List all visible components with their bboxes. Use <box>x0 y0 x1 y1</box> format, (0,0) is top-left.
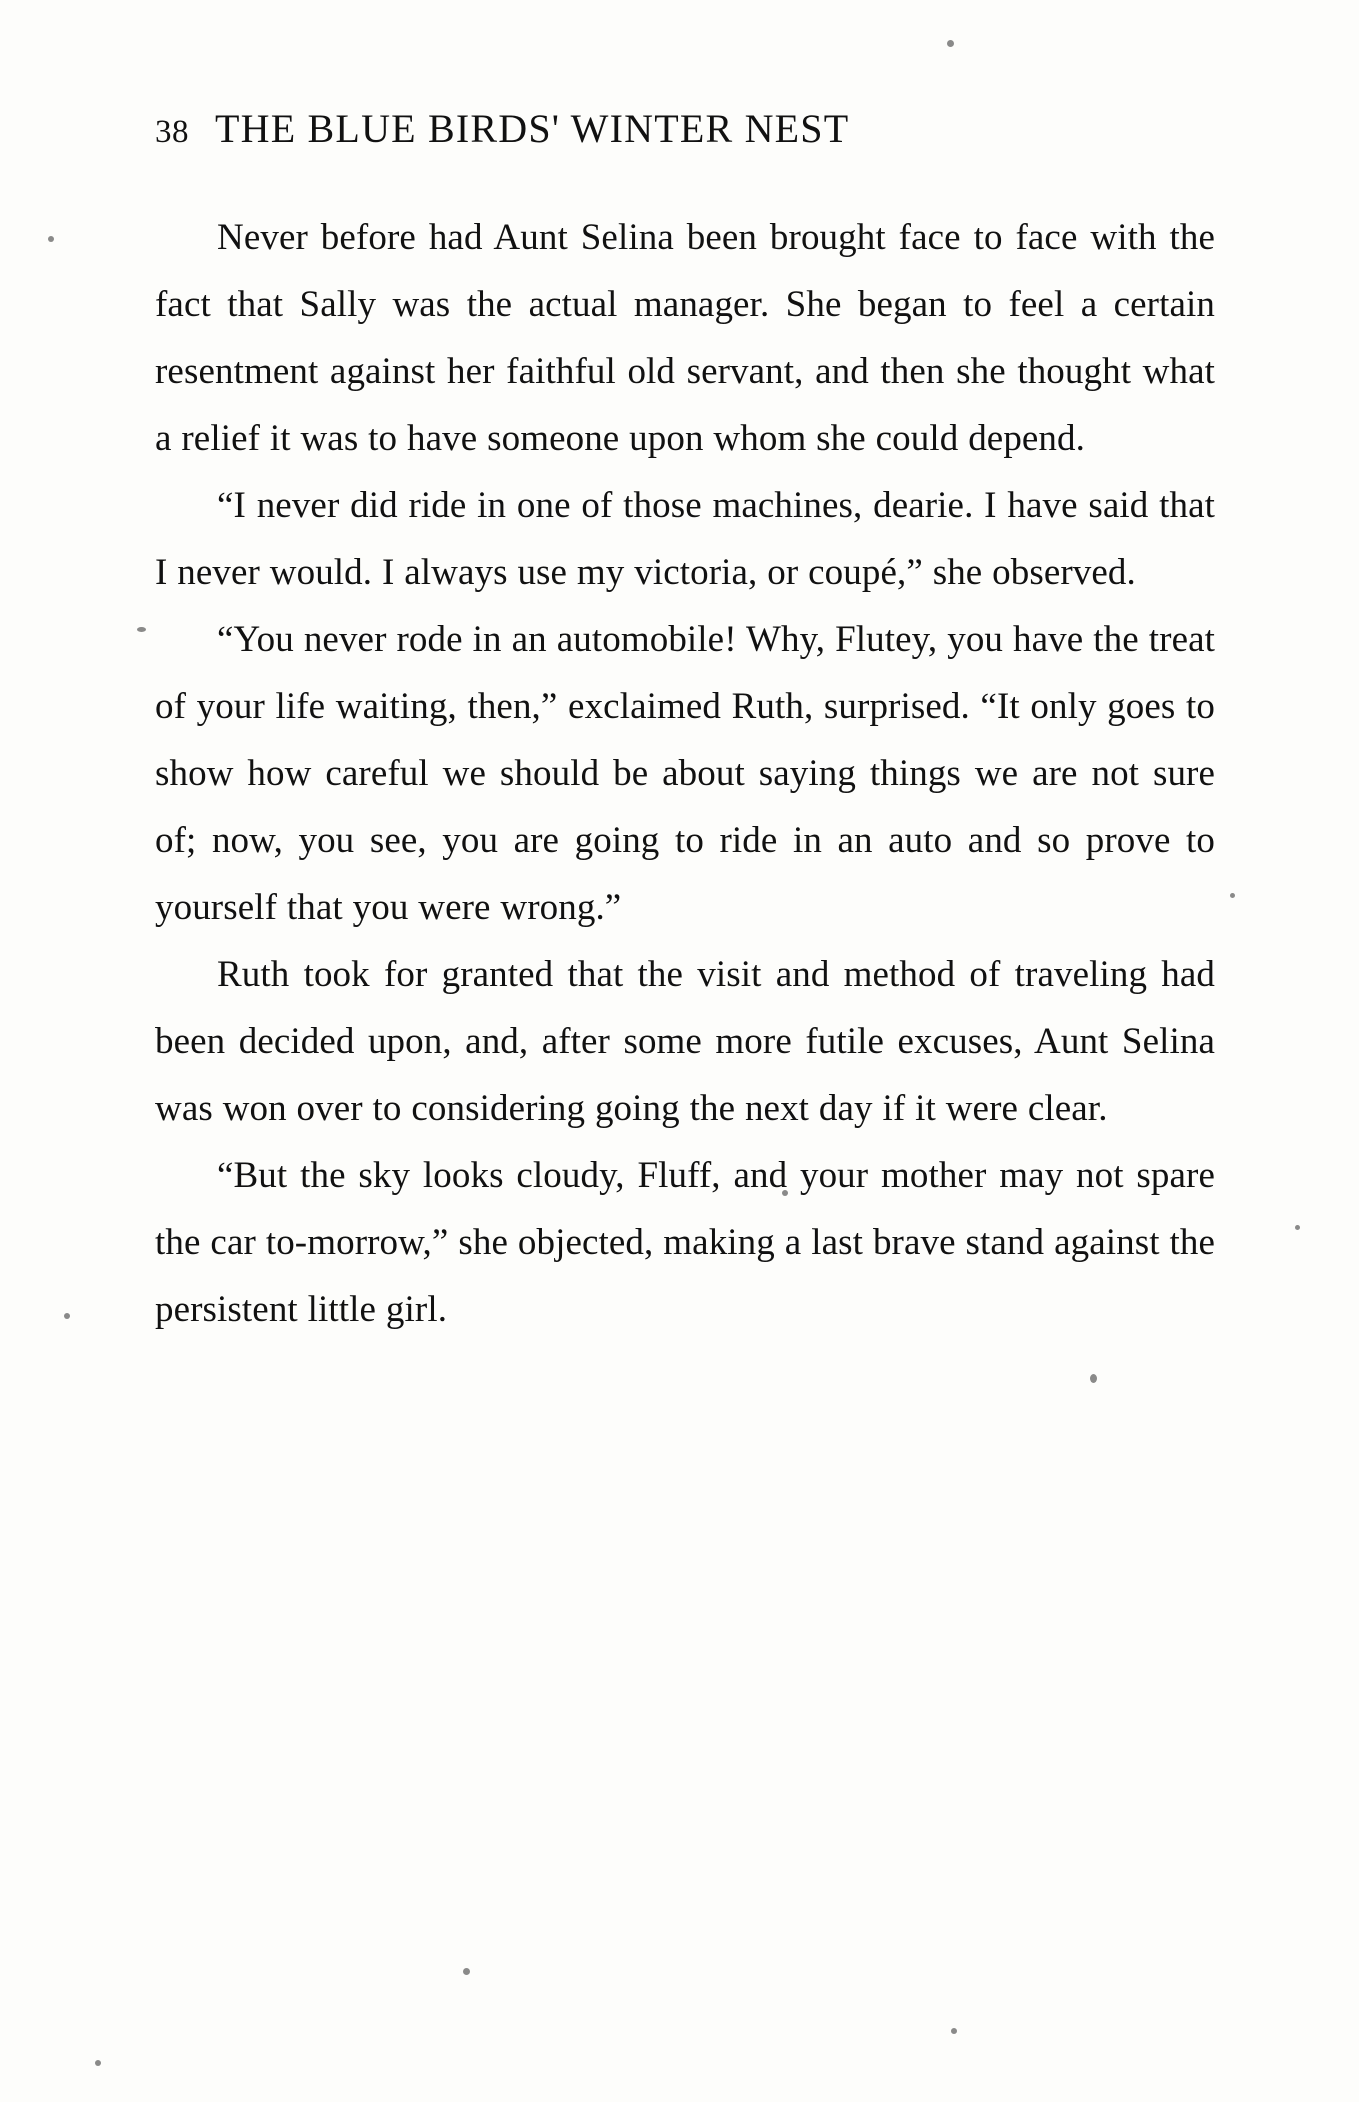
paragraph: “But the sky looks cloudy, Fluff, and your mother may not spare the car to-morrow,” she objected, making a last brave stand against the persistent little girl. <box>155 1155 1215 1330</box>
scan-speck <box>1295 1225 1300 1230</box>
page-header <box>155 105 1215 152</box>
paragraph: Ruth took for granted that the visit and method of traveling had been decided upon, and, after some more futile excuses, Aunt Selina was won over to considering going the next day if it were clear. <box>155 954 1215 1129</box>
paragraph: “You never rode in an automobile! Why, Flutey, you have the treat of your life waiting, then,” exclaimed Ruth, surprised. “It only goes to show how careful we should be about saying things we are not sure of; now, you see, you are going to ride in an auto and so prove to yourself that you were wrong.” <box>155 619 1215 928</box>
scan-speck <box>137 627 146 632</box>
scan-speck <box>95 2060 101 2066</box>
page-content <box>155 105 1215 1343</box>
scan-speck <box>64 1313 70 1319</box>
running-head: THE BLUE BIRDS' WINTER NEST <box>215 106 850 151</box>
scan-speck <box>1090 1374 1097 1383</box>
scan-speck <box>1230 893 1235 898</box>
scan-speck <box>947 40 954 47</box>
paragraph: “I never did ride in one of those machines, dearie. I have said that I never would. I always use my victoria, or coupé,” she observed. <box>155 485 1215 593</box>
scan-speck <box>48 236 54 242</box>
scan-speck <box>463 1968 470 1975</box>
scan-speck <box>951 2028 957 2034</box>
body-text <box>155 204 1215 1343</box>
paragraph: Never before had Aunt Selina been brought face to face with the fact that Sally was the actual manager. She began to feel a certain resentment against her faithful old servant, and then she thought what a relief it was to have someone upon whom she could depend. <box>155 217 1215 459</box>
page-number: 38 <box>155 114 189 150</box>
